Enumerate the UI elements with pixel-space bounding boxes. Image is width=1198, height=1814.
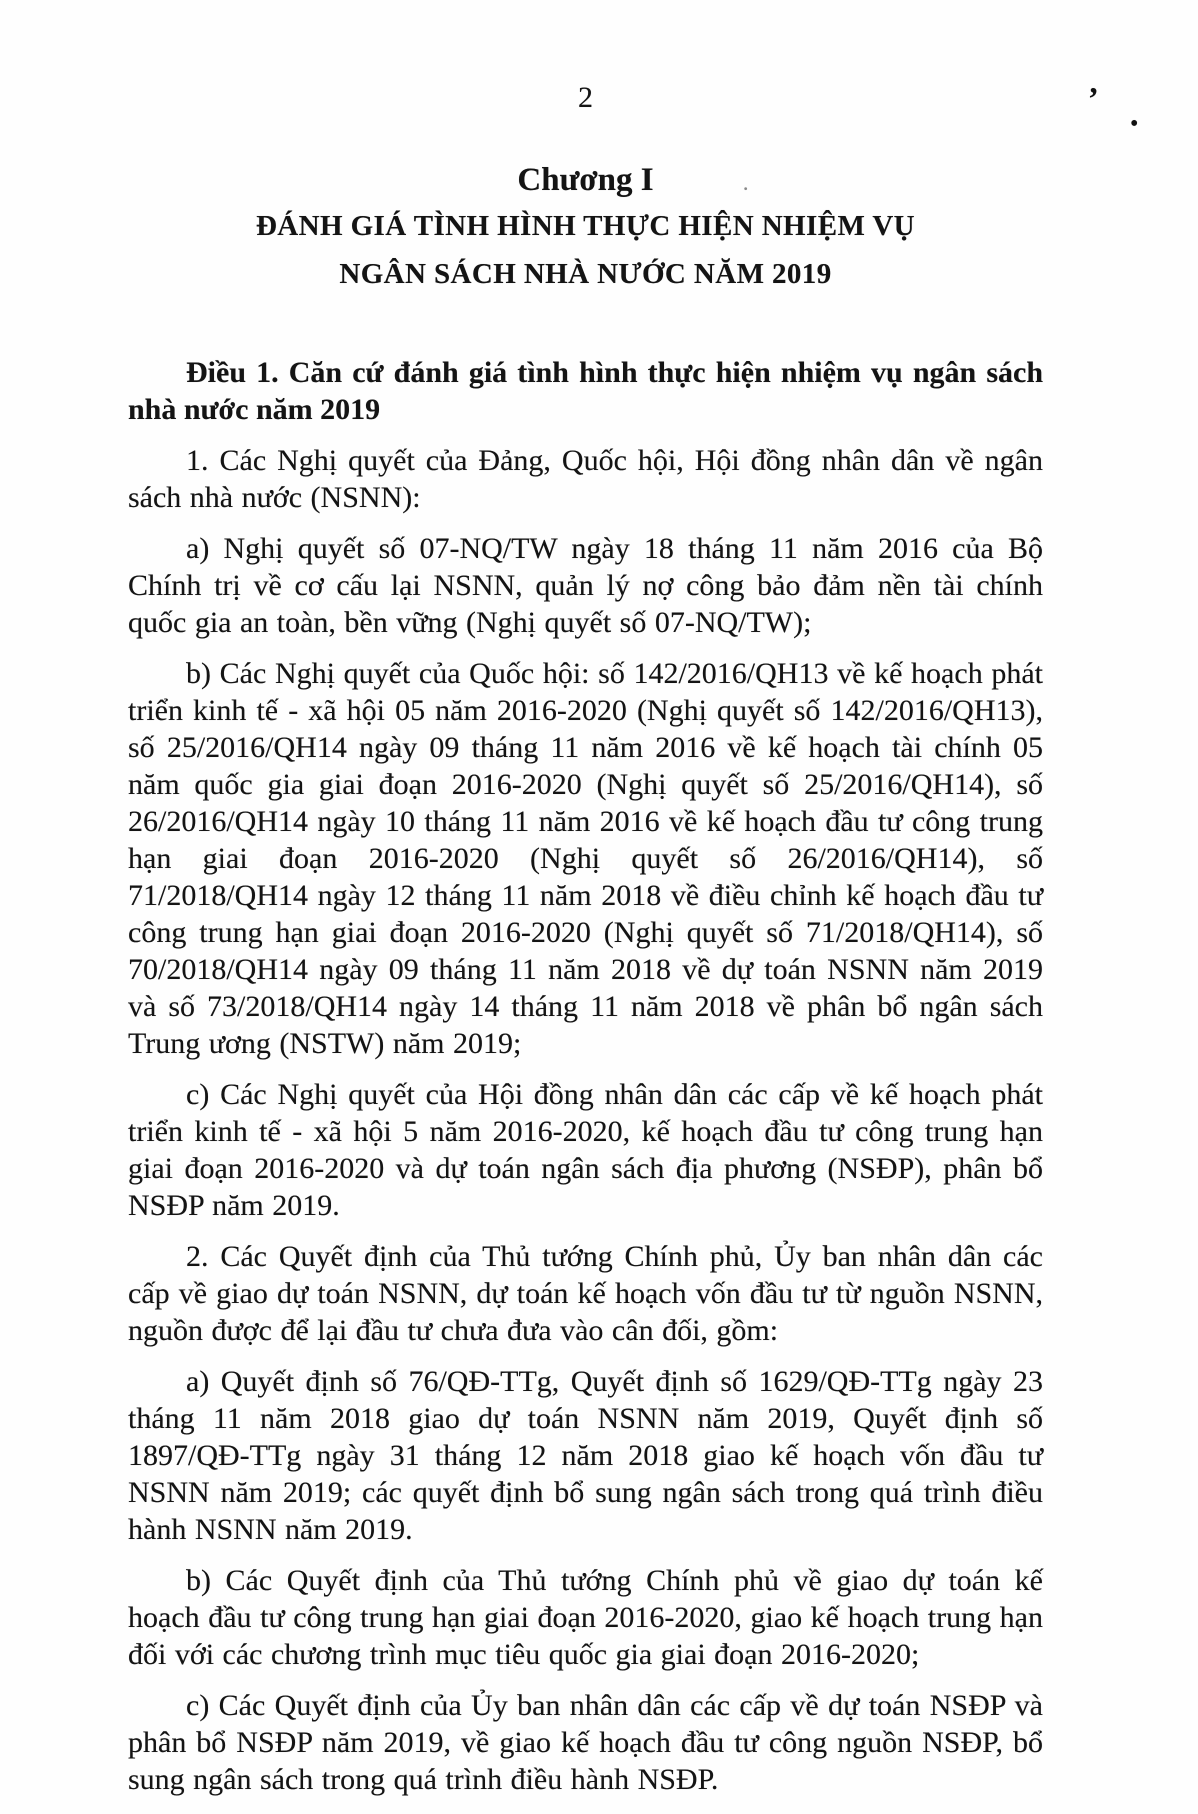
article-1-heading: Điều 1. Căn cứ đánh giá tình hình thực hiện nhiệm vụ ngân sách nhà nước năm 2019 xyxy=(128,356,1043,426)
page-number: 2 xyxy=(578,81,593,114)
article-1-paragraph-2a: a) Quyết định số 76/QĐ-TTg, Quyết định số 1629/QĐ-TTg ngày 23 tháng 11 năm 2018 giao dự toán NSNN năm 2019, Quyết định số 1897/QĐ-TTg ngày 31 tháng 12 năm 2018 giao kế hoạch vốn đầu tư NSNN năm 2019; các quyết định bổ sung ngân sách trong quá trình điều hành NSNN năm 2019. xyxy=(128,1365,1043,1546)
chapter-title-line-1: ĐÁNH GIÁ TÌNH HÌNH THỰC HIỆN NHIỆM VỤ xyxy=(255,210,916,242)
chapter-title-line-2: NGÂN SÁCH NHÀ NƯỚC NĂM 2019 xyxy=(339,258,832,290)
scan-artifact-quote-mark: ’ xyxy=(1088,80,1099,116)
chapter-heading: Chương I xyxy=(517,162,654,198)
article-1-paragraph-1c: c) Các Nghị quyết của Hội đồng nhân dân các cấp về kế hoạch phát triển kinh tế - xã hội 5 năm 2016-2020, kế hoạch đầu tư công trung hạn giai đoạn 2016-2020 và dự toán ngân sách địa phương (NSĐP), phân bổ NSĐP năm 2019. xyxy=(128,1078,1043,1222)
scan-artifact-speck-mark: · xyxy=(742,176,750,201)
article-1-paragraph-1: 1. Các Nghị quyết của Đảng, Quốc hội, Hội đồng nhân dân về ngân sách nhà nước (NSNN): xyxy=(128,444,1043,514)
article-1-paragraph-2: 2. Các Quyết định của Thủ tướng Chính phủ, Ủy ban nhân dân các cấp về giao dự toán NSNN, dự toán kế hoạch vốn đầu tư từ nguồn NSNN, nguồn được để lại đầu tư chưa đưa vào cân đối, gồm: xyxy=(128,1240,1043,1347)
article-1-paragraph-1b: b) Các Nghị quyết của Quốc hội: số 142/2016/QH13 về kế hoạch phát triển kinh tế - xã hội 05 năm 2016-2020 (Nghị quyết số 142/2016/QH13), số 25/2016/QH14 ngày 09 tháng 11 năm 2016 về kế hoạch tài chính 05 năm quốc gia giai đoạn 2016-2020 (Nghị quyết số 25/2016/QH14), số 26/2016/QH14 ngày 10 tháng 11 năm 2016 về kế hoạch đầu tư công trung hạn giai đoạn 2016-2020 (Nghị quyết số 26/2016/QH14), số 71/2018/QH14 ngày 12 tháng 11 năm 2018 về điều chỉnh kế hoạch đầu tư công trung hạn giai đoạn 2016-2020 (Nghị quyết số 71/2018/QH14), số 70/2018/QH14 ngày 09 tháng 11 năm 2018 về dự toán NSNN năm 2019 và số 73/2018/QH14 ngày 14 tháng 11 năm 2018 về phân bổ ngân sách Trung ương (NSTW) năm 2019; xyxy=(128,657,1043,1060)
article-1-paragraph-1a: a) Nghị quyết số 07-NQ/TW ngày 18 tháng 11 năm 2016 của Bộ Chính trị về cơ cấu lại NSNN, quản lý nợ công bảo đảm nền tài chính quốc gia an toàn, bền vững (Nghị quyết số 07-NQ/TW); xyxy=(128,532,1043,639)
article-1-paragraph-2c: c) Các Quyết định của Ủy ban nhân dân các cấp về dự toán NSĐP và phân bổ NSĐP năm 2019, về giao kế hoạch đầu tư công nguồn NSĐP, bổ sung ngân sách trong quá trình điều hành NSĐP. xyxy=(128,1689,1043,1796)
scan-artifact-dot-mark: • xyxy=(1130,111,1139,137)
article-1-paragraph-2b: b) Các Quyết định của Thủ tướng Chính phủ về giao dự toán kế hoạch đầu tư công trung hạn giai đoạn 2016-2020, giao kế hoạch trung hạn đối với các chương trình mục tiêu quốc gia giai đoạn 2016-2020; xyxy=(128,1564,1043,1671)
